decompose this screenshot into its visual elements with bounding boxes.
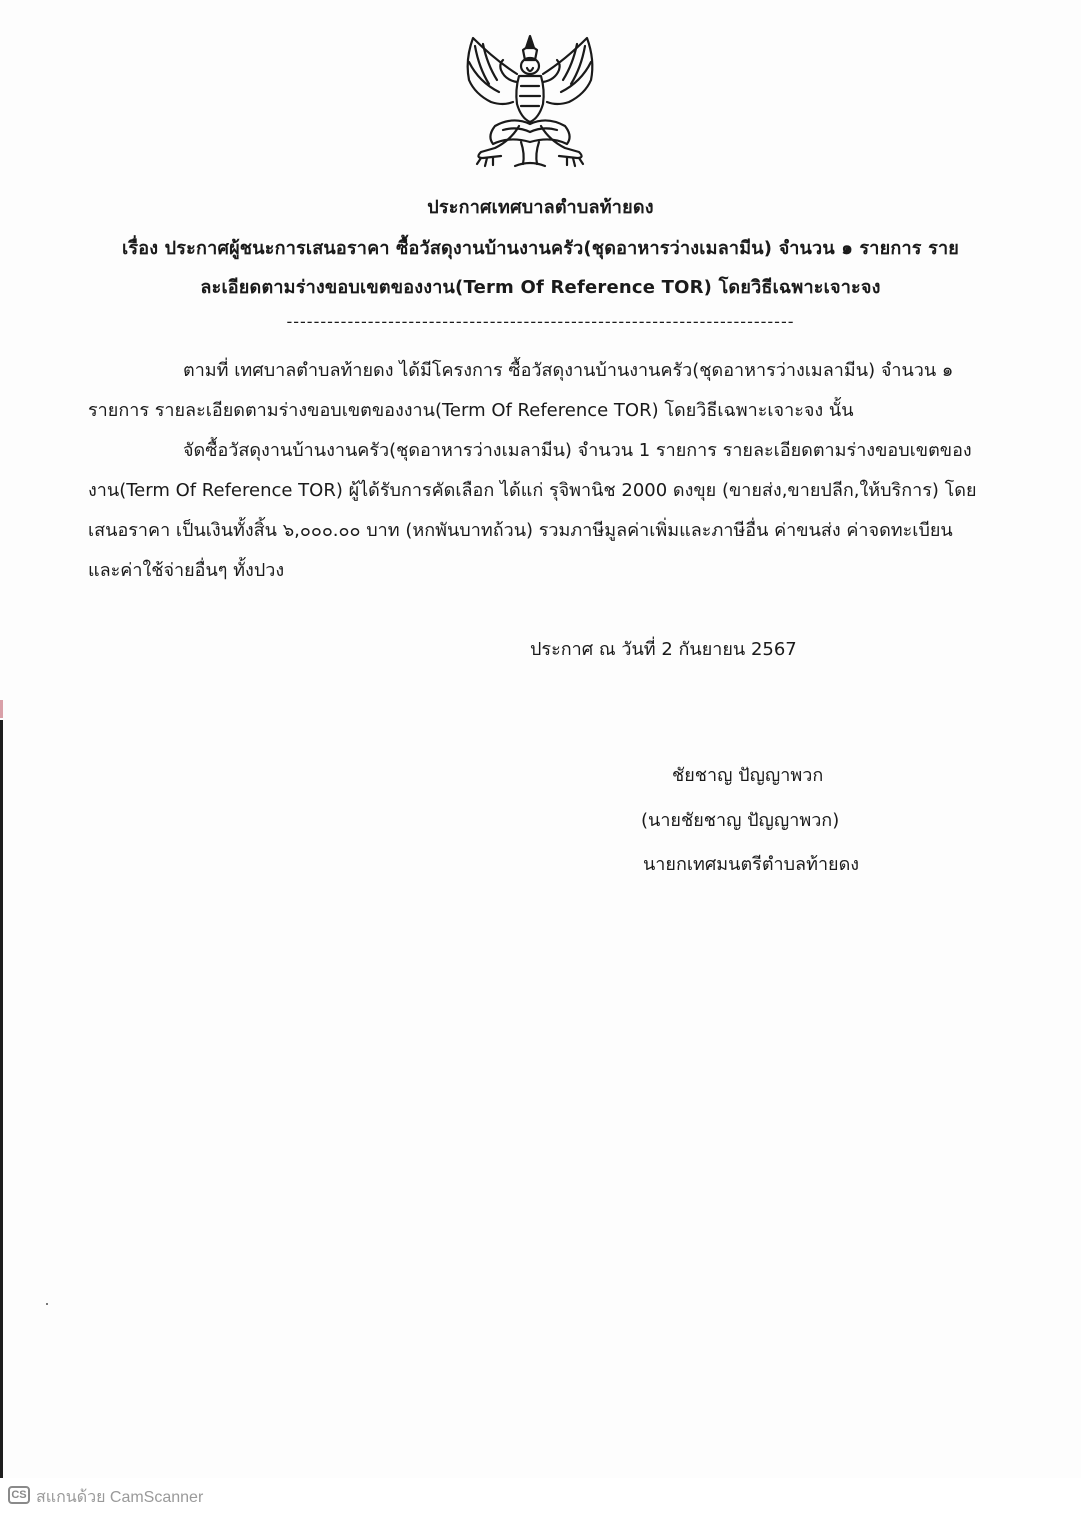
body-line-4: งาน(Term Of Reference TOR) ผู้ได้รับการคัดเลือก ได้แก่ รุจิพานิช 2000 ดงขุย (ขายส่ง,ขายปลีก,ให้บริการ) โดย [88, 480, 977, 501]
body-line-1: ตามที่ เทศบาลตำบลท้ายดง ได้มีโครงการ ซื้อวัสดุงานบ้านงานครัว(ชุดอาหารว่างเมลามีน) จำนวน ๑ [183, 360, 954, 381]
scan-edge-shadow [0, 720, 3, 1480]
subject-line-2: ละเอียดตามร่างขอบเขตของงาน(Term Of Reference TOR) โดยวิธีเฉพาะเจาะจง [200, 277, 881, 298]
document-title: ประกาศเทศบาลตำบลท้ายดง [427, 197, 654, 218]
separator-line: --------------------------------------------------------------------------- [286, 312, 795, 331]
announcement-date: ประกาศ ณ วันที่ 2 กันยายน 2567 [530, 639, 797, 660]
scan-speck [46, 1303, 48, 1305]
subject-line-1: เรื่อง ประกาศผู้ชนะการเสนอราคา ซื้อวัสดุงานบ้านงานครัว(ชุดอาหารว่างเมลามีน) จำนวน ๑ รายการ ราย [121, 238, 960, 259]
body-line-3: จัดซื้อวัสดุงานบ้านงานครัว(ชุดอาหารว่างเมลามีน) จำนวน 1 รายการ รายละเอียดตามร่างขอบเขตของ [183, 440, 972, 461]
garuda-emblem-icon [455, 30, 605, 180]
signatory-position: นายกเทศมนตรีตำบลท้ายดง [643, 854, 860, 875]
body-line-5: เสนอราคา เป็นเงินทั้งสิ้น ๖,๐๐๐.๐๐ บาท (หกพันบาทถ้วน) รวมภาษีมูลค่าเพิ่มและภาษีอื่น ค่าขนส่ง ค่าจดทะเบียน [88, 520, 953, 541]
signatory-printed-name: (นายชัยชาญ ปัญญาพวก) [641, 810, 840, 831]
camscanner-watermark: สแกนด้วย CamScanner [36, 1489, 204, 1506]
signature: ชัยชาญ ปัญญาพวก [672, 765, 824, 786]
body-line-6: และค่าใช้จ่ายอื่นๆ ทั้งปวง [88, 560, 285, 581]
body-line-2: รายการ รายละเอียดตามร่างขอบเขตของงาน(Term Of Reference TOR) โดยวิธีเฉพาะเจาะจง นั้น [88, 400, 854, 421]
scan-edge-mark [0, 700, 3, 718]
camscanner-logo-icon: CS [8, 1486, 30, 1504]
